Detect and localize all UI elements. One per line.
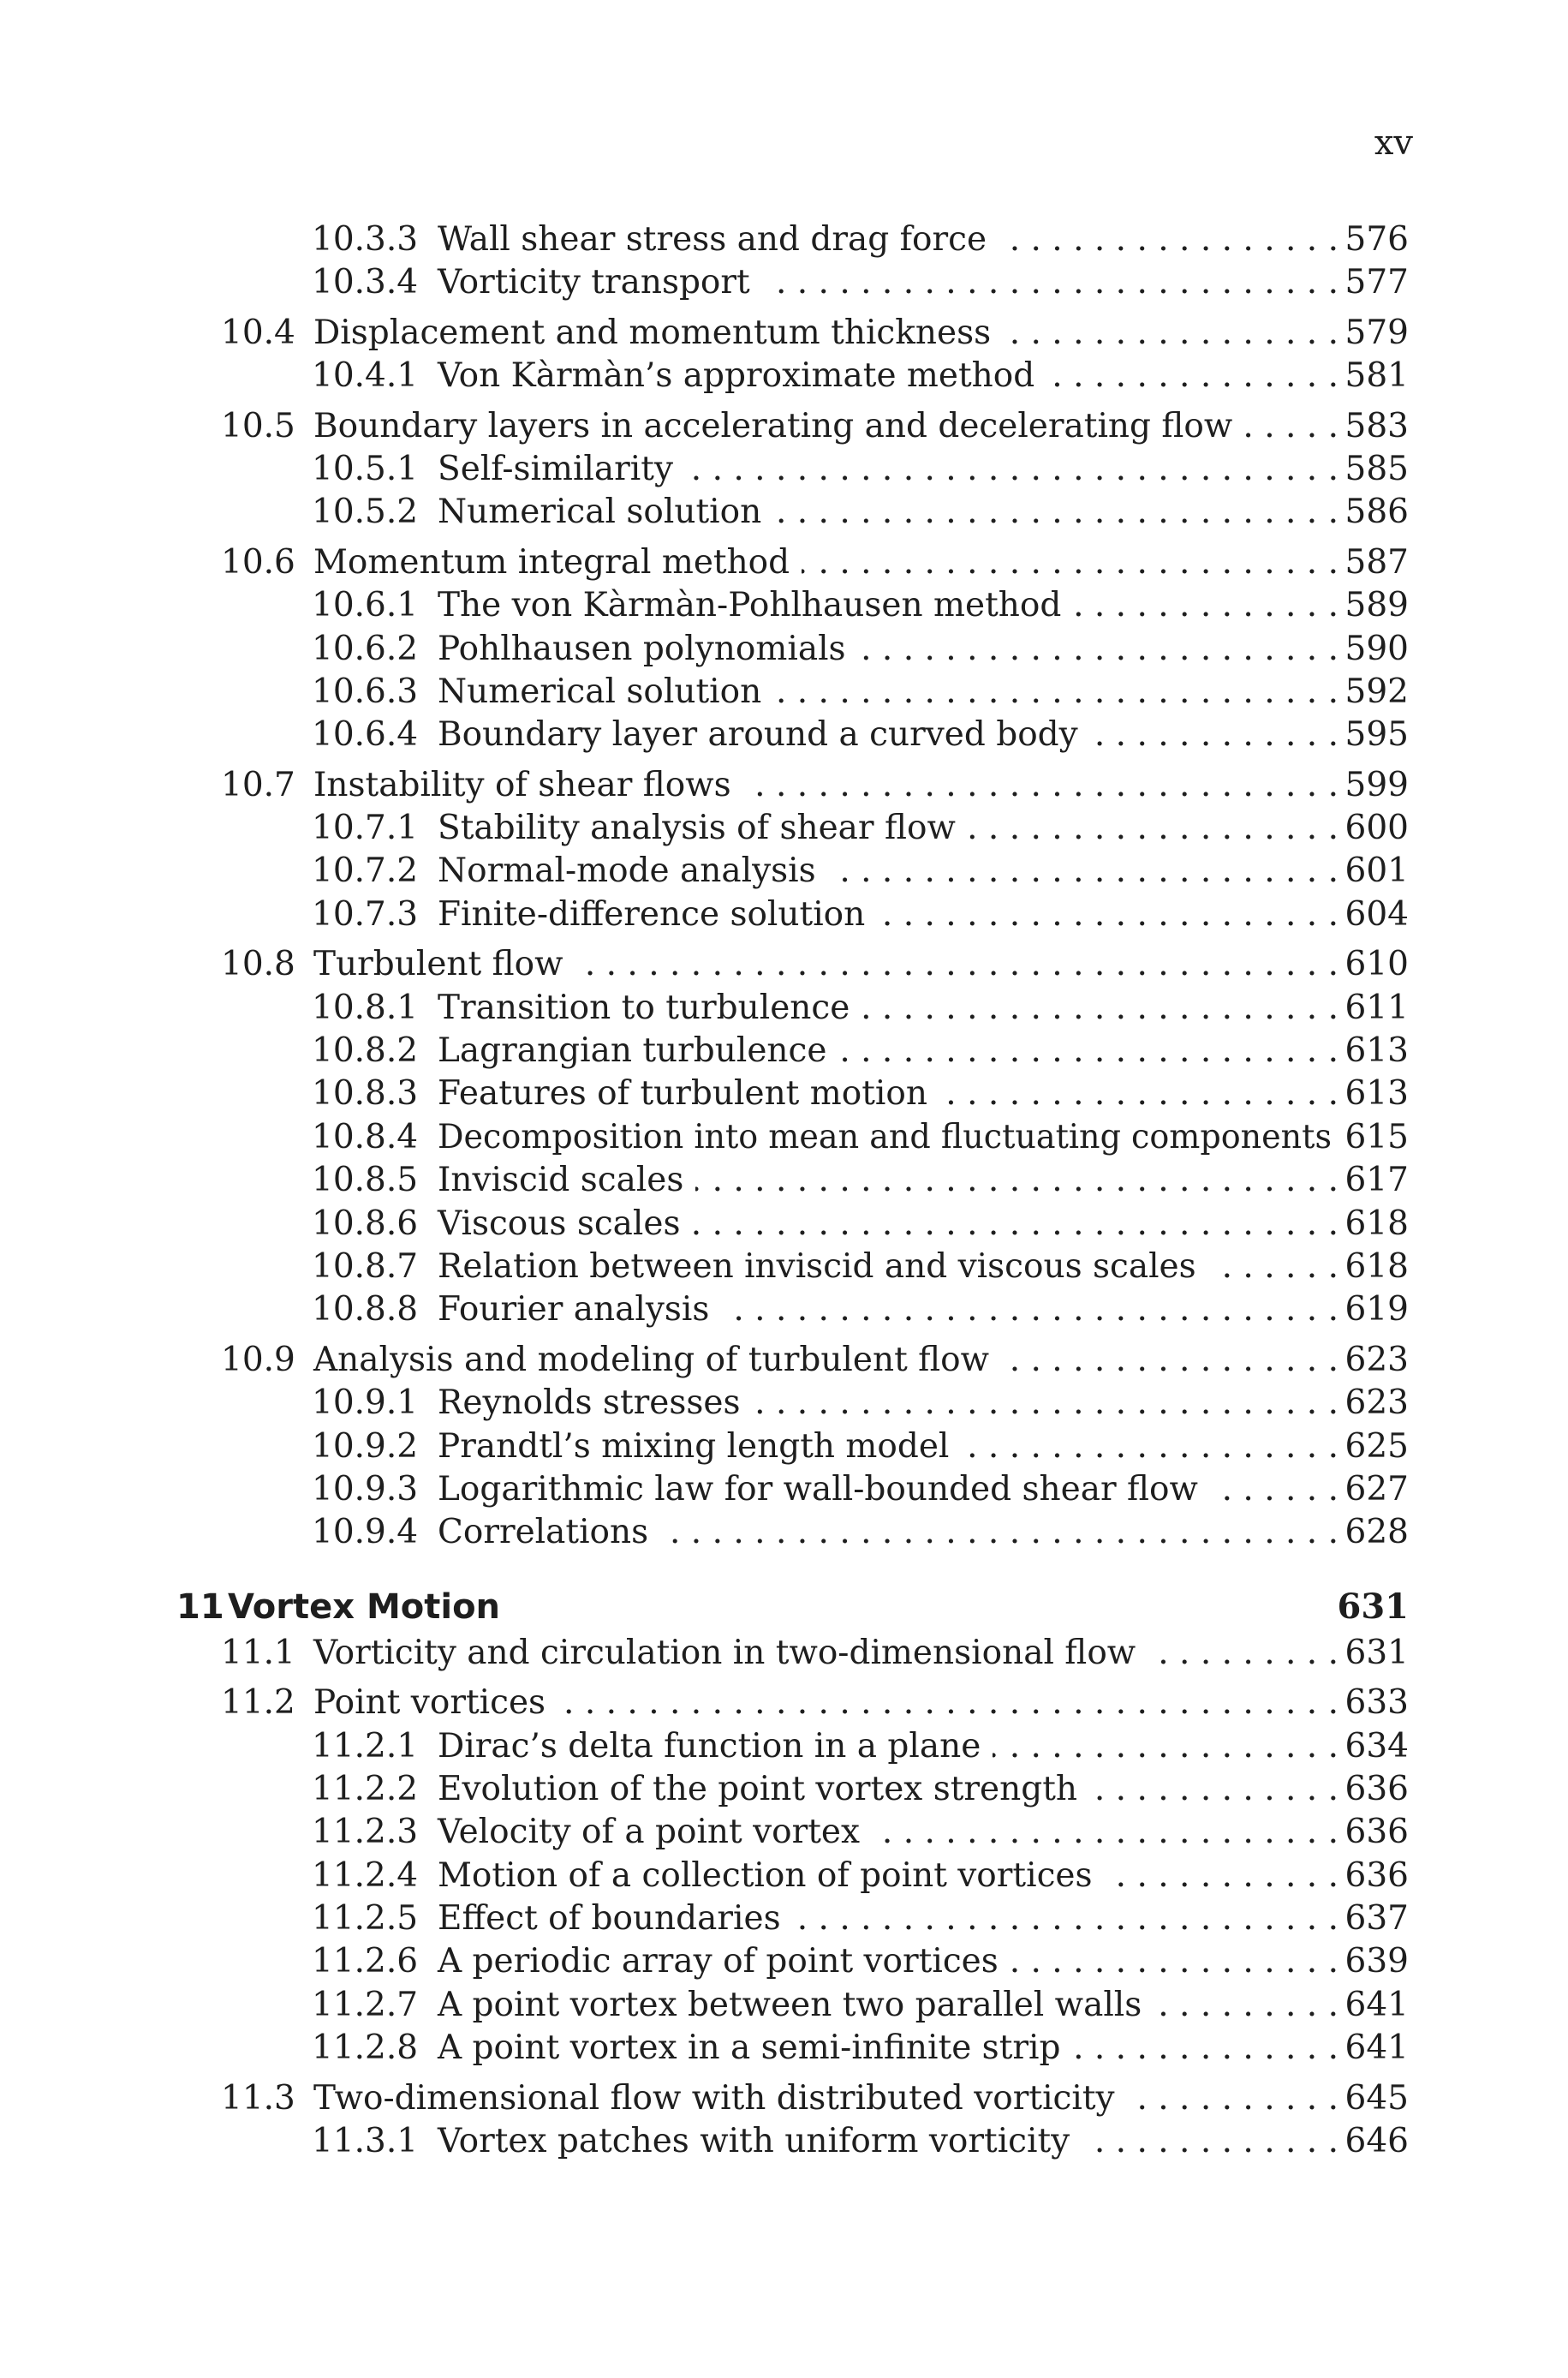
toc-entry[interactable] — [0, 491, 1568, 534]
entry-number: 10.8.1 — [312, 988, 419, 1027]
entry-page: 617 — [1344, 1161, 1409, 1200]
toc-entry[interactable] — [0, 628, 1568, 671]
entry-title: Vorticity and circulation in two-dimensional flow — [313, 1633, 1136, 1672]
entry-number: 10.9.1 — [312, 1383, 419, 1423]
entry-page: 625 — [1344, 1426, 1409, 1466]
entry-number: 10.8.4 — [312, 1117, 419, 1156]
entry-number: 10.6 — [221, 542, 295, 582]
entry-page: 637 — [1344, 1899, 1409, 1939]
entry-page: 613 — [1344, 1074, 1409, 1114]
entry-number: 10.7.1 — [312, 809, 419, 848]
leader-dots — [660, 1511, 1338, 1554]
leader-dots — [762, 261, 1338, 304]
entry-title: Instability of shear flows — [313, 765, 731, 804]
toc-entry[interactable] — [0, 1897, 1568, 1940]
toc-entry[interactable] — [0, 893, 1568, 936]
toc-entry[interactable] — [0, 1940, 1568, 1983]
toc-entry[interactable] — [0, 448, 1568, 491]
leader-dots — [802, 541, 1338, 584]
entry-page: 636 — [1344, 1813, 1409, 1852]
leader-dots — [1046, 355, 1338, 397]
toc-entry[interactable] — [0, 2077, 1568, 2120]
entry-number: 10.9.4 — [312, 1513, 419, 1552]
leader-dots — [1082, 2120, 1338, 2163]
entry-page: 646 — [1344, 2122, 1409, 2161]
leader-dots — [793, 1897, 1338, 1940]
entry-title: Viscous scales — [438, 1204, 681, 1243]
leader-dots — [1072, 2027, 1338, 2070]
entry-page: 579 — [1344, 313, 1409, 352]
entry-title: Point vortices — [313, 1683, 546, 1723]
entry-page: 623 — [1344, 1340, 1409, 1379]
entry-title: Effect of boundaries — [438, 1899, 781, 1939]
toc-entry[interactable] — [0, 218, 1568, 261]
entry-title: A periodic array of point vortices — [438, 1942, 999, 1981]
entry-number: 11.2.2 — [312, 1769, 419, 1808]
entry-number: 10.6.3 — [312, 672, 419, 711]
entry-title: Numerical solution — [438, 672, 762, 711]
leader-dots — [1073, 584, 1338, 627]
entry-number: 10.7.2 — [312, 851, 419, 891]
entry-page: 595 — [1344, 715, 1409, 755]
toc-entry[interactable] — [0, 2120, 1568, 2163]
entry-number: 10.5.2 — [312, 493, 419, 532]
leader-dots — [773, 671, 1338, 714]
toc-entry[interactable] — [0, 312, 1568, 355]
toc-entry[interactable] — [0, 1203, 1568, 1246]
toc-entry[interactable] — [0, 355, 1568, 397]
entry-page: 585 — [1344, 449, 1409, 488]
entry-number: 11.3 — [221, 2078, 295, 2118]
leader-dots — [575, 943, 1338, 986]
leader-dots — [695, 1159, 1338, 1202]
entry-title: Velocity of a point vortex — [438, 1813, 861, 1852]
entry-title: Analysis and modeling of turbulent flow — [313, 1340, 990, 1379]
entry-title: Finite-difference solution — [438, 894, 866, 934]
entry-title: Evolution of the point vortex strength — [438, 1769, 1077, 1808]
page-number: xv — [1374, 123, 1413, 163]
toc-entry[interactable] — [0, 1425, 1568, 1468]
entry-page: 600 — [1344, 809, 1409, 848]
toc-entry[interactable] — [0, 1984, 1568, 2027]
toc-entry[interactable] — [0, 1632, 1568, 1675]
leader-dots — [752, 1382, 1338, 1425]
entry-number: 10.8.5 — [312, 1161, 419, 1200]
toc-entry[interactable] — [0, 1288, 1568, 1331]
entry-title: Features of turbulent motion — [438, 1074, 927, 1114]
leader-dots — [557, 1682, 1338, 1724]
entry-number: 11.2.6 — [312, 1942, 419, 1981]
entry-number: 10.8.7 — [312, 1246, 419, 1286]
entry-title: Stability analysis of shear flow — [438, 809, 956, 848]
leader-dots — [828, 850, 1338, 893]
toc-entry[interactable] — [0, 1382, 1568, 1425]
entry-page: 615 — [1344, 1117, 1409, 1156]
entry-title: Correlations — [438, 1513, 649, 1552]
leader-dots — [838, 1030, 1338, 1072]
entry-page: 628 — [1344, 1513, 1409, 1552]
leader-dots — [968, 807, 1338, 850]
entry-title: Boundary layers in accelerating and decelerating flow — [313, 406, 1233, 445]
entry-page: 633 — [1344, 1683, 1409, 1723]
chapter-number: 11 — [176, 1586, 224, 1627]
entry-number: 10.9.2 — [312, 1426, 419, 1466]
entry-page: 586 — [1344, 493, 1409, 532]
entry-page: 627 — [1344, 1469, 1409, 1509]
leader-dots — [961, 1425, 1338, 1468]
entry-page: 587 — [1344, 542, 1409, 582]
entry-number: 10.6.1 — [312, 586, 419, 625]
entry-page: 618 — [1344, 1204, 1409, 1243]
entry-title: Pohlhausen polynomials — [438, 629, 846, 668]
leader-dots — [862, 987, 1338, 1030]
toc-entry[interactable] — [0, 1072, 1568, 1115]
entry-page: 639 — [1344, 1942, 1409, 1981]
entry-number: 10.8.8 — [312, 1290, 419, 1329]
entry-title: Wall shear stress and drag force — [438, 220, 987, 259]
toc-entry[interactable] — [0, 1682, 1568, 1724]
entry-page: 590 — [1344, 629, 1409, 668]
entry-title: Vorticity transport — [438, 263, 750, 302]
toc-entry[interactable] — [0, 541, 1568, 584]
entry-page: 610 — [1344, 945, 1409, 984]
entry-number: 10.5.1 — [312, 449, 419, 488]
entry-number: 10.8.3 — [312, 1074, 419, 1114]
entry-number: 11.1 — [221, 1633, 295, 1672]
entry-title: Logarithmic law for wall-bounded shear flow — [438, 1469, 1198, 1509]
entry-title: Turbulent flow — [313, 945, 563, 984]
entry-number: 10.7 — [221, 765, 295, 804]
toc-entry[interactable] — [0, 1116, 1568, 1159]
entry-number: 10.6.2 — [312, 629, 419, 668]
entry-page: 583 — [1344, 406, 1409, 445]
entry-title: Displacement and momentum thickness — [313, 313, 992, 352]
entry-title: Normal-mode analysis — [438, 851, 816, 891]
leader-dots — [743, 764, 1338, 807]
toc-entry[interactable] — [0, 1768, 1568, 1811]
chapter-title: Vortex Motion — [228, 1586, 501, 1627]
entry-title: Boundary layer around a curved body — [438, 715, 1078, 755]
toc-entry[interactable] — [0, 261, 1568, 304]
entry-number: 11.2.1 — [312, 1726, 419, 1766]
entry-page: 599 — [1344, 765, 1409, 804]
entry-title: Transition to turbulence — [438, 988, 850, 1027]
entry-title: Von Kàrmàn’s approximate method — [438, 356, 1035, 396]
toc-entry[interactable] — [0, 584, 1568, 627]
chapter-page: 631 — [1337, 1586, 1409, 1627]
toc-entry[interactable] — [0, 671, 1568, 714]
leader-dots — [999, 218, 1338, 261]
entry-page: 636 — [1344, 1769, 1409, 1808]
leader-dots — [939, 1072, 1338, 1115]
entry-title: Relation between inviscid and viscous scales — [438, 1246, 1196, 1286]
toc-entry[interactable] — [0, 807, 1568, 850]
entry-number: 10.4 — [221, 313, 295, 352]
table-of-contents — [0, 218, 1568, 2163]
entry-page: 592 — [1344, 672, 1409, 711]
entry-title: Lagrangian turbulence — [438, 1031, 827, 1071]
entry-number: 11.2.7 — [312, 1985, 419, 2024]
entry-number: 11.3.1 — [312, 2122, 419, 2161]
entry-title: Two-dimensional flow with distributed vorticity — [313, 2078, 1115, 2118]
leader-dots — [721, 1288, 1338, 1331]
entry-page: 618 — [1344, 1246, 1409, 1286]
toc-entry[interactable] — [0, 1811, 1568, 1854]
toc-entry[interactable] — [0, 714, 1568, 756]
leader-dots — [993, 1725, 1338, 1768]
entry-title: The von Kàrmàn-Pohlhausen method — [438, 586, 1062, 625]
toc-entry[interactable] — [0, 1725, 1568, 1768]
toc-entry[interactable] — [0, 1030, 1568, 1072]
entry-page: 619 — [1344, 1290, 1409, 1329]
leader-dots — [693, 1203, 1339, 1246]
entry-number: 10.9 — [221, 1340, 295, 1379]
entry-title: Prandtl’s mixing length model — [438, 1426, 950, 1466]
leader-dots — [872, 1811, 1338, 1854]
toc-entry[interactable] — [0, 987, 1568, 1030]
leader-dots — [858, 628, 1338, 671]
entry-page: 636 — [1344, 1855, 1409, 1895]
entry-number: 10.8.6 — [312, 1204, 419, 1243]
entry-number: 10.3.3 — [312, 220, 419, 259]
entry-page: 611 — [1344, 988, 1409, 1027]
entry-page: 576 — [1344, 220, 1409, 259]
entry-page: 577 — [1344, 263, 1409, 302]
entry-title: Fourier analysis — [438, 1290, 710, 1329]
entry-number: 11.2.4 — [312, 1855, 419, 1895]
entry-number: 10.4.1 — [312, 356, 419, 396]
entry-title: Inviscid scales — [438, 1161, 684, 1200]
entry-number: 10.5 — [221, 406, 295, 445]
entry-title: Decomposition into mean and fluctuating components — [438, 1117, 1332, 1156]
entry-page: 641 — [1344, 2028, 1409, 2068]
entry-title: Vortex patches with uniform vorticity — [438, 2122, 1070, 2161]
entry-page: 589 — [1344, 586, 1409, 625]
leader-dots — [773, 491, 1338, 534]
entry-title: A point vortex between two parallel walls — [438, 1985, 1142, 2024]
entry-title: A point vortex in a semi-infinite strip — [438, 2028, 1061, 2068]
entry-page: 613 — [1344, 1031, 1409, 1071]
entry-number: 11.2.8 — [312, 2028, 419, 2068]
entry-page: 645 — [1344, 2078, 1409, 2118]
entry-number: 10.3.4 — [312, 263, 419, 302]
entry-title: Motion of a collection of point vortices — [438, 1855, 1093, 1895]
entry-number: 10.7.3 — [312, 894, 419, 934]
toc-entry[interactable] — [0, 1339, 1568, 1382]
toc-entry[interactable] — [0, 1159, 1568, 1202]
entry-title: Momentum integral method — [313, 542, 790, 582]
entry-number: 11.2.3 — [312, 1813, 419, 1852]
entry-page: 601 — [1344, 851, 1409, 891]
entry-page: 604 — [1344, 894, 1409, 934]
entry-number: 10.9.3 — [312, 1469, 419, 1509]
toc-entry[interactable] — [0, 1246, 1568, 1288]
toc-entry[interactable] — [0, 943, 1568, 986]
toc-entry[interactable] — [0, 2027, 1568, 2070]
entry-page: 631 — [1344, 1633, 1409, 1672]
toc-chapter-entry[interactable] — [0, 1582, 1568, 1632]
toc-entry[interactable] — [0, 764, 1568, 807]
leader-dots — [1011, 1940, 1338, 1983]
toc-entry[interactable] — [0, 1468, 1568, 1511]
leader-dots — [1001, 1339, 1338, 1382]
entry-number: 11.2.5 — [312, 1899, 419, 1939]
entry-page: 641 — [1344, 1985, 1409, 2024]
toc-entry[interactable] — [0, 405, 1568, 448]
toc-entry[interactable] — [0, 1511, 1568, 1554]
entry-title: Self-similarity — [438, 449, 673, 488]
leader-dots — [877, 893, 1338, 936]
entry-number: 10.6.4 — [312, 715, 419, 755]
entry-number: 10.8.2 — [312, 1031, 419, 1071]
entry-page: 634 — [1344, 1726, 1409, 1766]
leader-dots — [1003, 312, 1338, 355]
leader-dots — [685, 448, 1338, 491]
entry-page: 581 — [1344, 356, 1409, 396]
toc-entry[interactable] — [0, 850, 1568, 893]
entry-title: Dirac’s delta function in a plane — [438, 1726, 981, 1766]
toc-entry[interactable] — [0, 1855, 1568, 1897]
entry-title: Reynolds stresses — [438, 1383, 741, 1423]
entry-page: 623 — [1344, 1383, 1409, 1423]
entry-number: 10.8 — [221, 945, 295, 984]
entry-title: Numerical solution — [438, 493, 762, 532]
entry-number: 11.2 — [221, 1683, 295, 1723]
